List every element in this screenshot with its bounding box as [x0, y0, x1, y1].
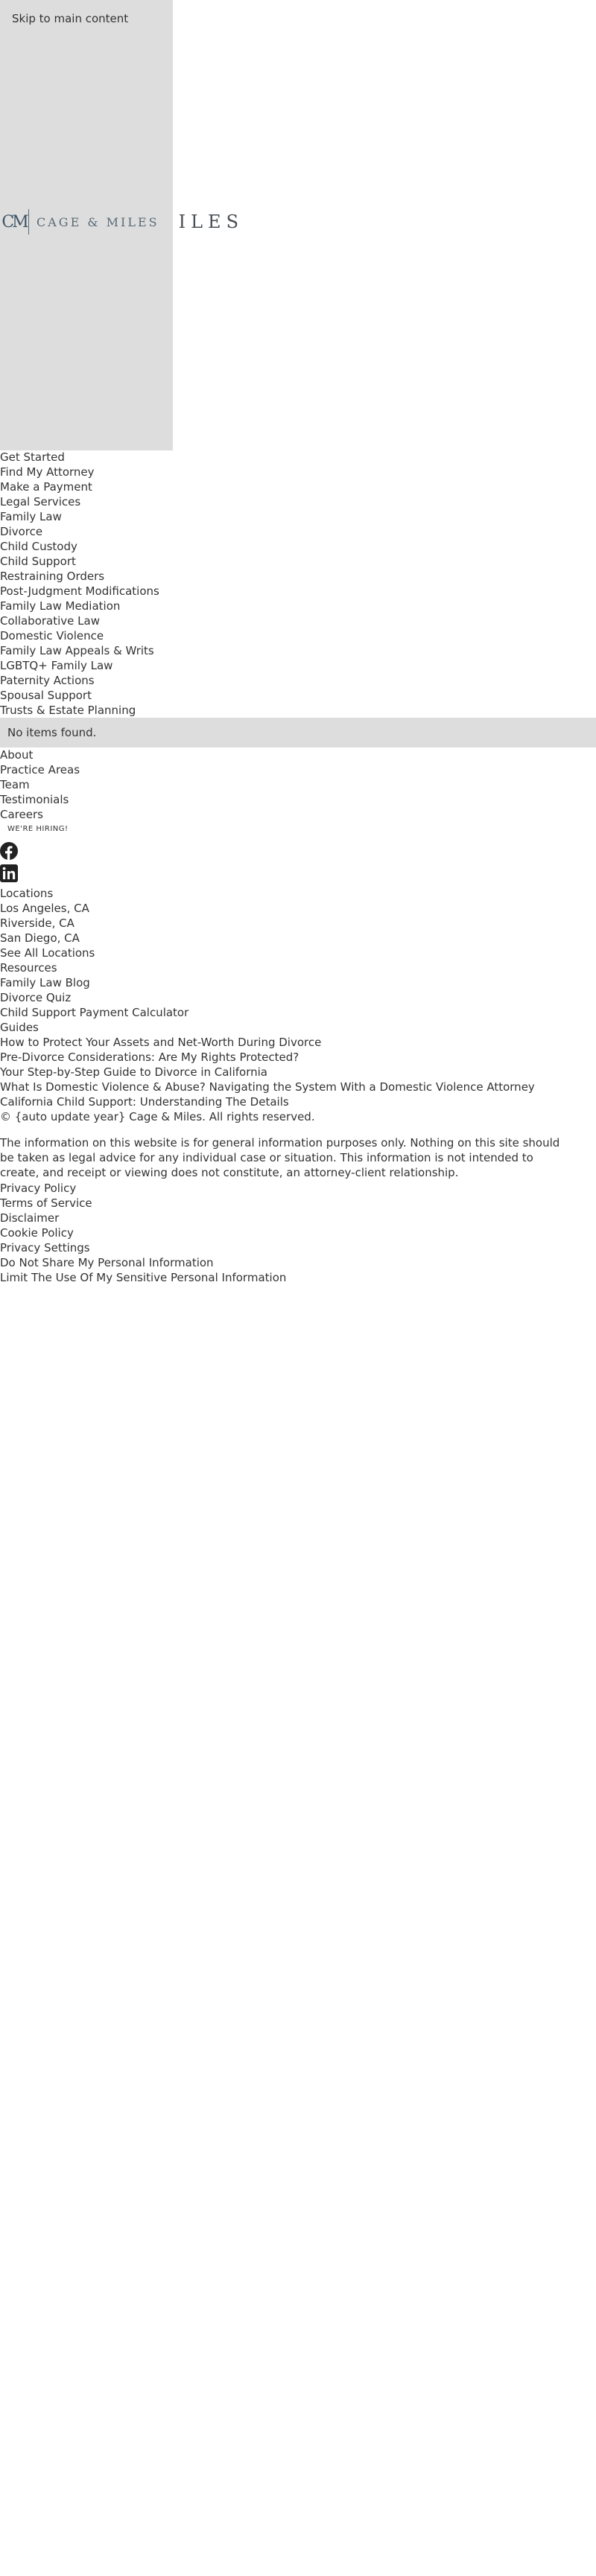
linkedin-icon: [0, 864, 18, 882]
service-divorce[interactable]: Divorce: [0, 525, 43, 538]
facebook-icon: [0, 842, 18, 860]
service-spousal-support[interactable]: Spousal Support: [0, 689, 92, 702]
about-team[interactable]: Team: [0, 778, 30, 791]
about-careers[interactable]: Careers: [0, 808, 43, 821]
nav-resources[interactable]: Resources: [0, 961, 57, 975]
guide-pre-divorce[interactable]: Pre-Divorce Considerations: Are My Rights Protected?: [0, 1051, 299, 1064]
service-child-support[interactable]: Child Support: [0, 555, 76, 568]
service-paternity-actions[interactable]: Paternity Actions: [0, 674, 95, 687]
legal-links: [0, 1181, 286, 1285]
service-post-judgment-modifications[interactable]: Post-Judgment Modifications: [0, 584, 159, 598]
no-items-message: No items found.: [0, 718, 596, 747]
nav-about[interactable]: About: [0, 748, 34, 762]
service-child-custody[interactable]: Child Custody: [0, 540, 77, 553]
service-family-law[interactable]: Family Law: [0, 510, 62, 523]
disclaimer-text: The information on this website is for general information purposes only. Nothing on this site should be taken as legal advice for any individual case or situation. This information is not intended to create, and receipt or viewing does not constitute, an attorney-client relationship.: [0, 1136, 560, 1179]
logo-monogram: CM: [0, 209, 29, 235]
about-nav: [0, 747, 80, 822]
nav-find-my-attorney[interactable]: Find My Attorney: [0, 465, 95, 479]
copyright-text: © {auto update year} Cage & Miles. All rights reserved.: [0, 1110, 315, 1123]
link-cookie-policy[interactable]: Cookie Policy: [0, 1226, 74, 1240]
service-trusts-estate-planning[interactable]: Trusts & Estate Planning: [0, 704, 136, 717]
logo-wordmark-overflow: ILES: [178, 211, 244, 232]
link-privacy-settings[interactable]: Privacy Settings: [0, 1241, 90, 1254]
link-limit-sensitive-info[interactable]: Limit The Use Of My Sensitive Personal Information: [0, 1271, 287, 1284]
nav-guides[interactable]: Guides: [0, 1021, 39, 1034]
resource-family-law-blog[interactable]: Family Law Blog: [0, 976, 90, 989]
about-testimonials[interactable]: Testimonials: [0, 793, 69, 806]
location-riverside[interactable]: Riverside, CA: [0, 916, 74, 930]
link-privacy-policy[interactable]: Privacy Policy: [0, 1182, 77, 1195]
guide-step-by-step-divorce[interactable]: Your Step-by-Step Guide to Divorce in California: [0, 1065, 267, 1079]
service-family-law-appeals[interactable]: Family Law Appeals & Writs: [0, 644, 154, 657]
footer-links: [0, 886, 535, 1124]
service-domestic-violence[interactable]: Domestic Violence: [0, 629, 104, 643]
about-practice-areas[interactable]: Practice Areas: [0, 763, 80, 777]
location-san-diego[interactable]: San Diego, CA: [0, 931, 80, 945]
site-logo[interactable]: [0, 208, 244, 235]
guide-protect-assets[interactable]: How to Protect Your Assets and Net-Worth During Divorce: [0, 1036, 322, 1049]
facebook-link[interactable]: [0, 842, 18, 860]
link-do-not-share[interactable]: Do Not Share My Personal Information: [0, 1256, 214, 1269]
nav-legal-services[interactable]: Legal Services: [0, 495, 81, 508]
service-collaborative-law[interactable]: Collaborative Law: [0, 614, 100, 628]
guide-domestic-violence[interactable]: What Is Domestic Violence & Abuse? Navigating the System With a Domestic Violence Attorney: [0, 1080, 535, 1094]
hiring-badge: WE'RE HIRING!: [7, 825, 69, 833]
link-disclaimer[interactable]: Disclaimer: [0, 1211, 60, 1225]
guide-california-child-support[interactable]: California Child Support: Understanding The Details: [0, 1095, 289, 1109]
header-nav: [0, 450, 159, 718]
skip-to-main-content-link[interactable]: Skip to main content: [12, 12, 129, 25]
location-see-all[interactable]: See All Locations: [0, 946, 95, 960]
nav-make-a-payment[interactable]: Make a Payment: [0, 480, 92, 494]
resource-divorce-quiz[interactable]: Divorce Quiz: [0, 991, 72, 1004]
linkedin-link[interactable]: [0, 864, 18, 882]
nav-get-started[interactable]: Get Started: [0, 450, 65, 464]
nav-locations[interactable]: Locations: [0, 887, 54, 900]
service-family-law-mediation[interactable]: Family Law Mediation: [0, 599, 121, 613]
logo-wordmark: CAGE & MILES: [37, 214, 159, 229]
service-restraining-orders[interactable]: Restraining Orders: [0, 570, 105, 583]
resource-child-support-calculator[interactable]: Child Support Payment Calculator: [0, 1006, 189, 1019]
location-los-angeles[interactable]: Los Angeles, CA: [0, 902, 89, 915]
service-lgbtq-family-law[interactable]: LGBTQ+ Family Law: [0, 659, 113, 672]
link-terms-of-service[interactable]: Terms of Service: [0, 1196, 92, 1210]
